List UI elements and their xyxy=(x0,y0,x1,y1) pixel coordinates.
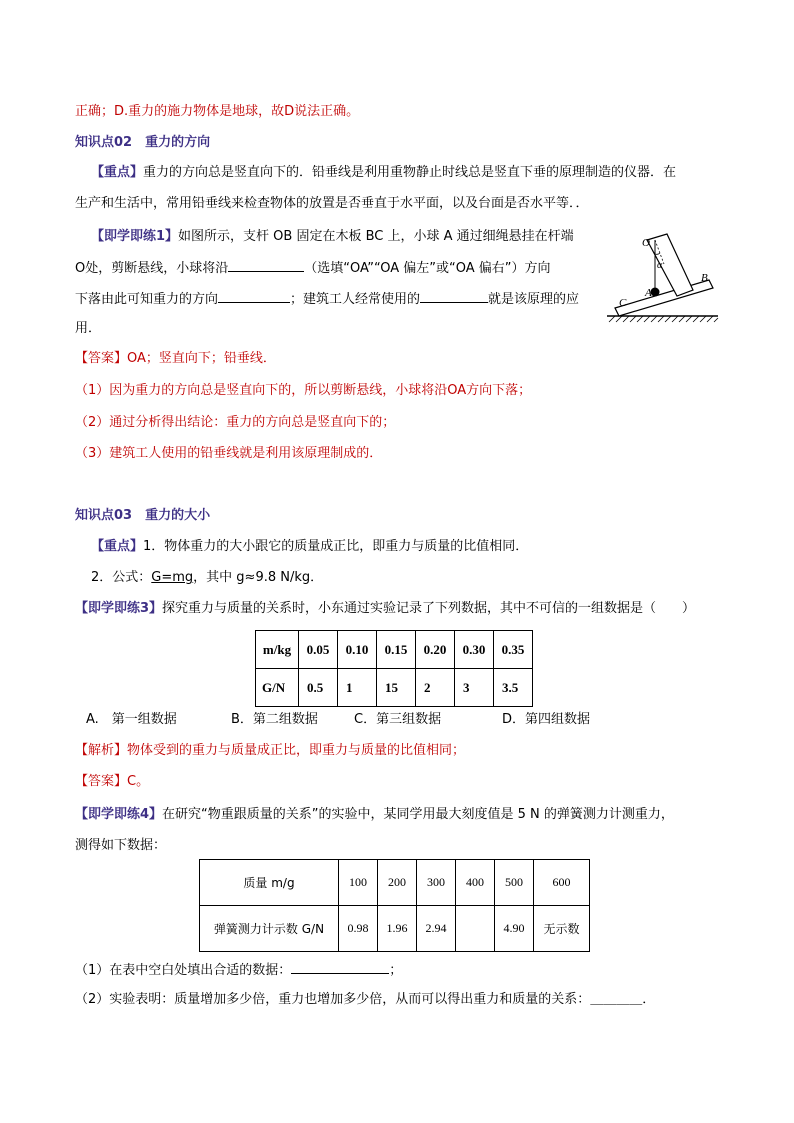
table-cell: 400 xyxy=(456,860,495,906)
question-text: （1）在表中空白处填出合适的数据： xyxy=(75,963,292,978)
table-cell: 0.35 xyxy=(494,631,533,669)
table-cell: 3.5 xyxy=(494,669,533,707)
explanation-1: （1）因为重力的方向总是竖直向下的，所以剪断悬线，小球将沿OA方向下落； xyxy=(75,383,532,398)
explanation-2: （2）通过分析得出结论：重力的方向总是竖直向下的； xyxy=(75,415,396,430)
key-text: 2．公式： xyxy=(91,570,152,585)
table-cell: 100 xyxy=(339,860,378,906)
question4-1 xyxy=(75,960,402,980)
table-row xyxy=(256,669,533,707)
kp03-key-line1 xyxy=(91,538,528,556)
exercise4-line2: 测得如下数据： xyxy=(75,838,167,853)
exercise-text: 在研究“物重跟质量的关系”的实验中，某同学用最大刻度值是 5 N 的弹簧测力计测重力， xyxy=(162,807,674,822)
ball-a xyxy=(651,288,660,297)
spring-scale-table xyxy=(199,859,590,952)
answer-blank[interactable] xyxy=(291,960,389,974)
option-c[interactable]: C．第三组数据 xyxy=(354,712,442,727)
answer-blank[interactable] xyxy=(420,289,488,303)
table-cell: 0.15 xyxy=(377,631,416,669)
table-cell: 300 xyxy=(417,860,456,906)
table-cell: 4.90 xyxy=(495,906,534,952)
table-cell: 2 xyxy=(416,669,455,707)
section-title-kp03: 知识点03 重力的大小 xyxy=(75,508,211,523)
table-row xyxy=(200,906,590,952)
analysis-text: 物体受到的重力与质量成正比，即重力与质量的比值相同； xyxy=(127,743,466,758)
table-cell: 1 xyxy=(338,669,377,707)
table-cell: 0.20 xyxy=(416,631,455,669)
ground-hatch xyxy=(609,316,718,322)
label-a: A xyxy=(645,287,652,299)
exercise-tag: 【即学即练4】 xyxy=(75,807,163,822)
exercise-text: 下落由此可知重力的方向 xyxy=(75,292,219,307)
exercise1-line3 xyxy=(75,289,579,309)
kp03-key-line2 xyxy=(91,569,323,587)
table-cell: 0.05 xyxy=(299,631,338,669)
answer-blank[interactable] xyxy=(218,289,290,303)
analysis-line xyxy=(75,742,465,760)
exercise-text: （选填“OA”“OA 偏左”或“OA 偏右”）方向 xyxy=(304,261,551,276)
exercise-tag: 【即学即练1】 xyxy=(91,229,179,244)
question-text: ； xyxy=(389,963,403,978)
support-rod-ob xyxy=(647,234,693,296)
key-tag: 【重点】 xyxy=(91,165,144,180)
question4-2: （2）实验表明：质量增加多少倍，重力也增加多少倍，从而可以得出重力和质量的关系：＿＿＿＿． xyxy=(75,992,656,1007)
answer1-line xyxy=(75,350,276,368)
table-cell: m/kg xyxy=(256,631,299,669)
table-cell: G/N xyxy=(256,669,299,707)
table-cell: 无示数 xyxy=(534,906,590,952)
answer3-line xyxy=(75,773,149,791)
option-d[interactable]: D．第四组数据 xyxy=(502,712,591,727)
label-c: C xyxy=(619,297,627,309)
table-cell: 15 xyxy=(377,669,416,707)
explanation-3: （3）建筑工人使用的铅垂线就是利用该原理制成的． xyxy=(75,446,383,461)
table-cell: 200 xyxy=(378,860,417,906)
table-cell: 弹簧测力计示数 G/N xyxy=(200,906,339,952)
formula: G=mg xyxy=(151,570,194,585)
answer-text: OA；竖直向下；铅垂线． xyxy=(127,351,276,366)
option-b[interactable]: B．第二组数据 xyxy=(231,712,318,727)
table-cell: 0.10 xyxy=(338,631,377,669)
answer-text: C。 xyxy=(127,774,150,789)
kp02-key-line2: 生产和生活中，常用铅垂线来检查物体的放置是否垂直于水平面，以及台面是否水平等．． xyxy=(75,196,589,211)
key-tag: 【重点】 xyxy=(91,539,144,554)
table-cell: 600 xyxy=(534,860,590,906)
top-line: 正确；D.重力的施力物体是地球，故D说法正确。 xyxy=(75,104,360,119)
table-row xyxy=(256,631,533,669)
exercise-text: 就是该原理的应 xyxy=(488,292,580,307)
answer-tag: 【答案】 xyxy=(75,774,128,789)
table-cell: 2.94 xyxy=(417,906,456,952)
table-cell: 500 xyxy=(495,860,534,906)
table-cell: 3 xyxy=(455,669,494,707)
exercise-text: ；建筑工人经常使用的 xyxy=(290,292,421,307)
section-title-kp02: 知识点02 重力的方向 xyxy=(75,135,211,150)
board-bc xyxy=(615,280,713,316)
table-cell: 0.30 xyxy=(455,631,494,669)
answer-tag: 【答案】 xyxy=(75,351,128,366)
table-cell: 0.98 xyxy=(339,906,378,952)
exercise-text: 探究重力与质量的关系时，小东通过实验记录了下列数据，其中不可信的一组数据是（ ） xyxy=(162,601,696,616)
table-cell: 0.5 xyxy=(299,669,338,707)
blank-cell[interactable] xyxy=(456,906,495,952)
key-text: 重力的方向总是竖直向下的．铅垂线是利用重物静止时线总是竖直下垂的原理制造的仪器．在 xyxy=(143,165,677,180)
key-text: ，其中 g≈9.8 N/kg． xyxy=(193,570,324,585)
table-cell: 质量 m/g xyxy=(200,860,339,906)
exercise1-line4: 用． xyxy=(75,321,102,336)
option-a[interactable]: A. 第一组数据 xyxy=(86,712,177,727)
exercise-text: 如图所示，支杆 OB 固定在木板 BC 上，小球 A 通过细绳悬挂在杆端 xyxy=(178,229,574,244)
exercise-text: O处，剪断悬线，小球将沿 xyxy=(75,261,229,276)
mass-weight-table xyxy=(255,630,533,707)
exercise1-line1 xyxy=(91,228,574,246)
exercise4-line1 xyxy=(75,806,674,824)
exercise3-line xyxy=(75,600,695,618)
label-o: O xyxy=(642,237,650,249)
table-cell: 1.96 xyxy=(378,906,417,952)
key-text: 1．物体重力的大小跟它的质量成正比，即重力与质量的比值相同． xyxy=(143,539,529,554)
kp02-key-line1 xyxy=(91,164,676,182)
exercise-tag: 【即学即练3】 xyxy=(75,601,163,616)
analysis-tag: 【解析】 xyxy=(75,743,128,758)
plumb-line-figure xyxy=(605,228,720,326)
label-alpha: α xyxy=(657,260,663,271)
exercise1-line2 xyxy=(75,258,551,278)
answer-blank[interactable] xyxy=(228,258,304,272)
label-b: B xyxy=(701,272,708,284)
table-row xyxy=(200,860,590,906)
